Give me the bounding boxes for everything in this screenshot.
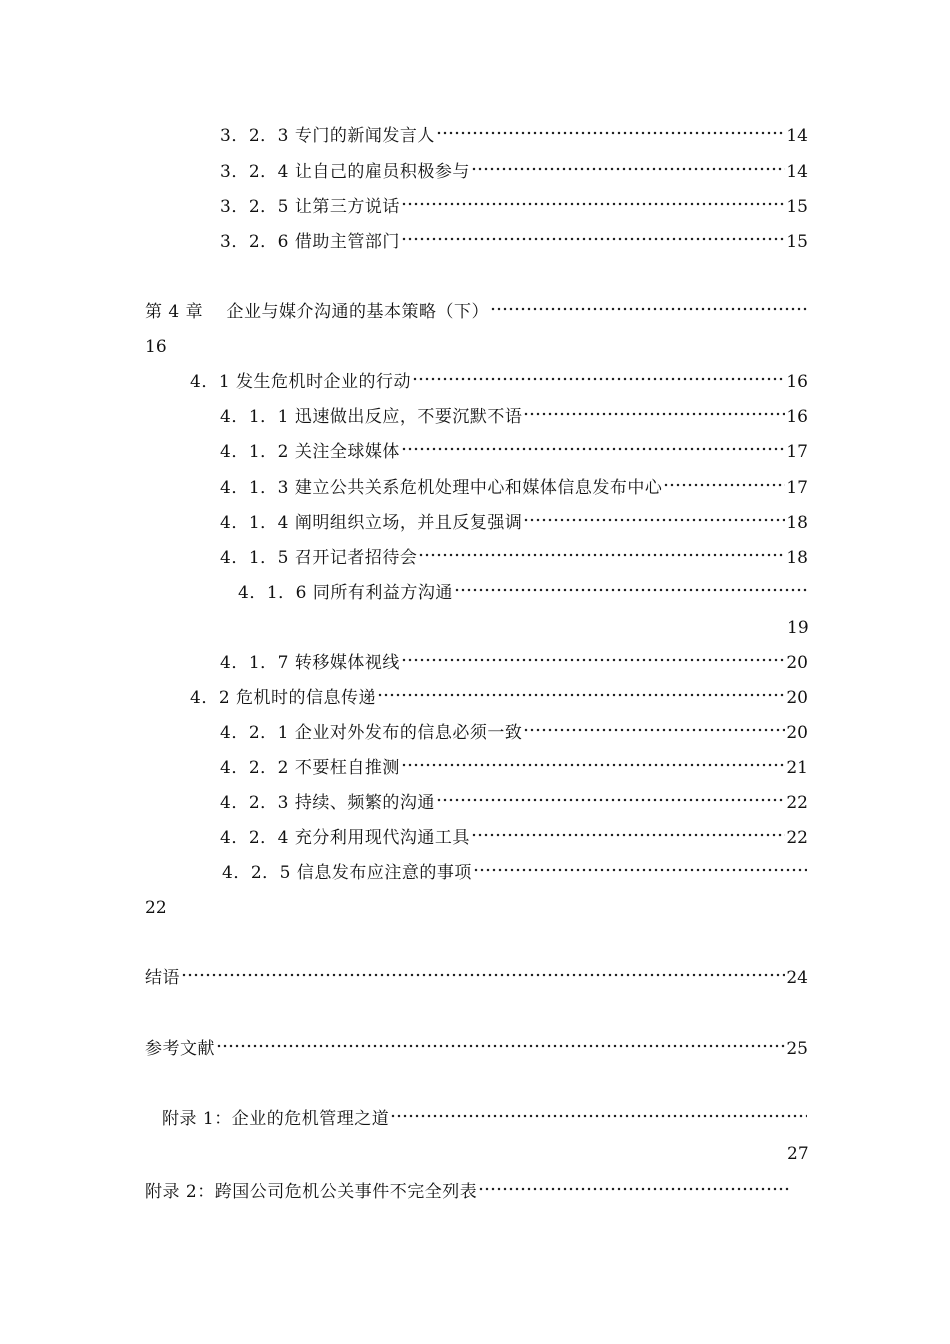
toc-entry-title: 3．2．3 专门的新闻发言人 (220, 126, 435, 146)
dot-leader (663, 481, 785, 489)
toc-entry-title: 3．2．6 借助主管部门 (220, 232, 400, 252)
toc-entry-title: 4．2．5 信息发布应注意的事项 (222, 863, 472, 883)
toc-entry-title: 结语 (145, 968, 180, 988)
toc-entry-title: 4．2．3 持续、频繁的沟通 (220, 793, 435, 813)
toc-chapter-entry[interactable] (162, 1107, 808, 1131)
toc-entry-title: 4．1．4 阐明组织立场，并且反复强调 (220, 513, 523, 533)
toc-chapter-entry[interactable] (145, 966, 808, 990)
toc-entry-page: 22 (786, 793, 808, 813)
dot-leader (436, 796, 786, 804)
toc-entry[interactable] (220, 476, 808, 500)
dot-leader (412, 375, 785, 383)
toc-entry[interactable] (220, 160, 808, 184)
toc-entry-page: 18 (786, 548, 808, 568)
toc-chapter-entry[interactable] (145, 1037, 808, 1061)
toc-entry-page: 16 (145, 337, 167, 357)
dot-leader (390, 1112, 807, 1120)
toc-entry[interactable] (220, 405, 808, 429)
toc-entry-page: 19 (787, 618, 809, 638)
dot-leader (436, 129, 786, 137)
toc-entry-title: 3．2．4 让自己的雇员积极参与 (220, 162, 470, 182)
toc-entry-page: 20 (786, 653, 808, 673)
dot-leader (478, 1185, 789, 1193)
toc-entry-page: 16 (786, 372, 808, 392)
toc-entry[interactable] (220, 440, 808, 464)
toc-entry-title: 4．2．1 企业对外发布的信息必须一致 (220, 723, 523, 743)
toc-entry-title: 参考文献 (145, 1039, 215, 1059)
toc-entry-page: 16 (786, 407, 808, 427)
toc-chapter-entry[interactable] (145, 300, 808, 324)
toc-entry-title: 4．1．7 转移媒体视线 (220, 653, 400, 673)
toc-entry-title: 4．1．1 迅速做出反应，不要沉默不语 (220, 407, 523, 427)
dot-leader (401, 656, 786, 664)
dot-leader (216, 1042, 785, 1050)
toc-entry[interactable] (220, 546, 808, 570)
toc-entry-page: 15 (786, 197, 808, 217)
dot-leader (490, 305, 807, 313)
toc-entry-title: 4．2 危机时的信息传递 (190, 688, 377, 708)
toc-entry[interactable] (220, 791, 808, 815)
dot-leader (418, 551, 785, 559)
toc-entry-page: 15 (786, 232, 808, 252)
toc-entry-title: 3．2．5 让第三方说话 (220, 197, 400, 217)
toc-entry-page: 21 (786, 758, 808, 778)
toc-entry-page: 17 (786, 442, 808, 462)
dot-leader (523, 516, 785, 524)
toc-entry-page: 24 (786, 968, 808, 988)
dot-leader (523, 726, 785, 734)
dot-leader (401, 761, 786, 769)
toc-entry[interactable] (190, 686, 808, 710)
dot-leader (454, 586, 807, 594)
toc-entry[interactable] (220, 124, 808, 148)
toc-entry-page: 20 (786, 723, 808, 743)
dot-leader (181, 971, 785, 979)
toc-entry-page: 25 (786, 1039, 808, 1059)
toc-entry[interactable] (220, 195, 808, 219)
toc-entry-page: 22 (786, 828, 808, 848)
toc-entry[interactable] (220, 651, 808, 675)
toc-entry-title: 4．1 发生危机时企业的行动 (190, 372, 412, 392)
toc-entry-title: 4．1．2 关注全球媒体 (220, 442, 400, 462)
dot-leader (473, 866, 807, 874)
toc-chapter-entry[interactable] (145, 1180, 790, 1204)
toc-entry-title: 4．1．3 建立公共关系危机处理中心和媒体信息发布中心 (220, 478, 663, 498)
toc-entry-page: 20 (786, 688, 808, 708)
dot-leader (377, 691, 785, 699)
toc-entry[interactable] (220, 721, 808, 745)
dot-leader (471, 831, 786, 839)
toc-entry[interactable] (222, 861, 808, 885)
toc-entry-page: 22 (145, 898, 167, 918)
toc-entry-page: 14 (786, 126, 808, 146)
toc-entry[interactable] (220, 756, 808, 780)
dot-leader (523, 410, 785, 418)
toc-entry[interactable] (238, 581, 808, 605)
toc-entry-page: 14 (786, 162, 808, 182)
toc-entry-title: 附录 1：企业的危机管理之道 (162, 1109, 390, 1129)
toc-entry-page: 27 (787, 1144, 809, 1164)
toc-entry-title: 第 4 章 企业与媒介沟通的基本策略（下） (145, 302, 490, 322)
toc-entry[interactable] (220, 826, 808, 850)
toc-entry[interactable] (220, 230, 808, 254)
toc-entry[interactable] (220, 511, 808, 535)
dot-leader (401, 235, 786, 243)
toc-entry-title: 附录 2：跨国公司危机公关事件不完全列表 (145, 1182, 478, 1202)
toc-entry-title: 4．1．6 同所有利益方沟通 (238, 583, 453, 603)
toc-entry-title: 4．1．5 召开记者招待会 (220, 548, 418, 568)
toc-entry-page: 17 (786, 478, 808, 498)
dot-leader (401, 445, 786, 453)
toc-entry[interactable] (190, 370, 808, 394)
dot-leader (471, 165, 786, 173)
dot-leader (401, 200, 786, 208)
toc-entry-title: 4．2．2 不要枉自推测 (220, 758, 400, 778)
toc-entry-title: 4．2．4 充分利用现代沟通工具 (220, 828, 470, 848)
toc-entry-page: 18 (786, 513, 808, 533)
